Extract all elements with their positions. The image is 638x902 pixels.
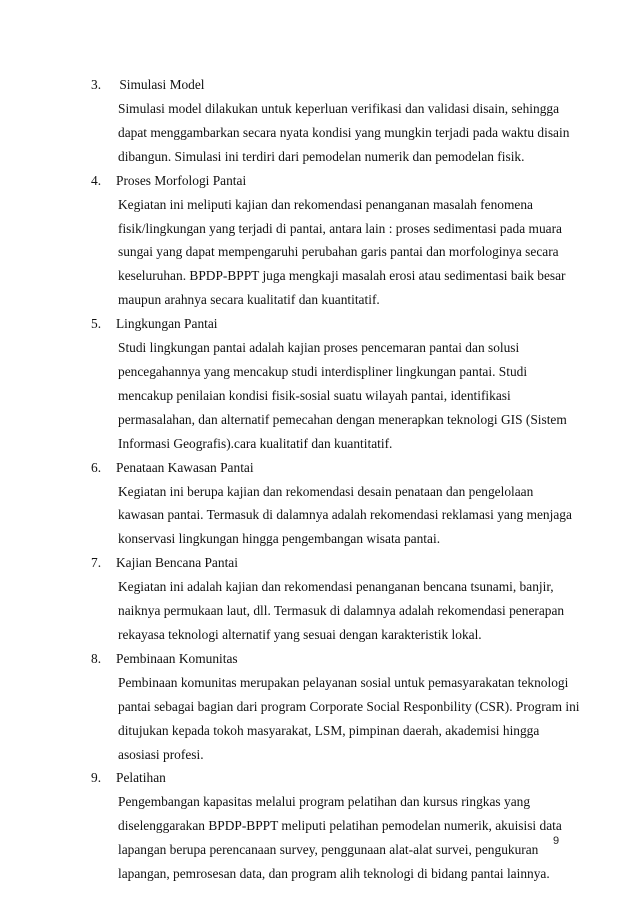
item-paragraph [118, 671, 580, 767]
item-heading [91, 647, 561, 671]
item-number: 5. [91, 316, 102, 332]
paragraph-line: asosiasi profesi. [118, 746, 204, 762]
paragraph-line: pencegahannya yang mencakup studi interdispliner lingkungan pantai. Studi [118, 364, 528, 380]
paragraph-line: dapat menggambarkan secara nyata kondisi yang mungkin terjadi pada waktu disain [118, 124, 570, 140]
item-paragraph [118, 97, 570, 169]
paragraph-line: diselenggarakan BPDP-BPPT meliputi pelatihan pemodelan numerik, akuisisi data [118, 818, 562, 834]
item-title: Pembinaan Komunitas [116, 650, 238, 666]
paragraph-line: Informasi Geografis).cara kualitatif dan kuantitatif. [118, 435, 393, 451]
paragraph-line: kawasan pantai. Termasuk di dalamnya adalah rekomendasi reklamasi yang menjaga [118, 507, 572, 523]
page-number: 9 [553, 835, 560, 847]
paragraph-line: Pengembangan kapasitas melalui program pelatihan dan kursus ringkas yang [118, 794, 531, 810]
paragraph-line: keseluruhan. BPDP-BPPT juga mengkaji masalah erosi atau sedimentasi baik besar [118, 268, 566, 284]
list-item-7 [91, 551, 565, 647]
item-paragraph [118, 193, 566, 312]
paragraph-line: rekayasa teknologi alternatif yang sesuai dengan karakteristik lokal. [118, 627, 482, 643]
item-number: 6. [91, 459, 102, 475]
item-heading [91, 73, 561, 97]
item-paragraph [118, 336, 567, 455]
item-heading [91, 551, 561, 575]
item-paragraph [118, 790, 561, 886]
paragraph-line: mencakup penilaian kondisi fisik-sosial suatu wilayah pantai, identifikasi [118, 387, 511, 403]
item-title: Pelatihan [116, 770, 166, 786]
list-item-3 [91, 73, 570, 169]
paragraph-line: Kegiatan ini berupa kajian dan rekomendasi desain penataan dan pengelolaan [118, 483, 534, 499]
paragraph-line: Kegiatan ini adalah kajian dan rekomendasi penanganan bencana tsunami, banjir, [118, 579, 554, 595]
item-title: Kajian Bencana Pantai [116, 555, 238, 571]
paragraph-line: permasalahan, dan alternatif pemecahan dengan menerapkan teknologi GIS (Sistem [118, 411, 567, 427]
paragraph-line: naiknya permukaan laut, dll. Termasuk di dalamnya adalah rekomendasi penerapan [118, 603, 565, 619]
item-title: Proses Morfologi Pantai [116, 172, 247, 188]
item-paragraph [118, 480, 572, 552]
paragraph-line: ditujukan kepada tokoh masyarakat, LSM, pimpinan daerah, akademisi hingga [118, 722, 540, 738]
paragraph-line: maupun arahnya secara kualitatif dan kuantitatif. [118, 292, 380, 308]
item-heading [91, 456, 561, 480]
paragraph-line: Kegiatan ini meliputi kajian dan rekomendasi penanganan masalah fenomena [118, 196, 533, 212]
paragraph-line: lapangan berupa perencanaan survey, penggunaan alat-alat survei, pengukuran [118, 842, 539, 858]
item-number: 4. [91, 172, 102, 188]
list-item-8 [91, 647, 580, 767]
paragraph-line: Simulasi model dilakukan untuk keperluan verifikasi dan validasi disain, sehingga [118, 101, 560, 116]
document-body [91, 73, 580, 886]
item-heading [91, 766, 561, 790]
item-number: 3. [91, 77, 102, 92]
paragraph-line: Studi lingkungan pantai adalah kajian proses pencemaran pantai dan solusi [118, 340, 520, 356]
item-title: Lingkungan Pantai [116, 316, 218, 332]
list-item-4 [91, 169, 566, 312]
item-heading [91, 312, 561, 336]
paragraph-line: fisik/lingkungan yang terjadi di pantai, antara lain : proses sedimentasi pada muara [118, 220, 562, 236]
item-title: Simulasi Model [116, 77, 205, 92]
paragraph-line: konservasi lingkungan hingga pengembangan wisata pantai. [118, 531, 441, 547]
list-item-5 [91, 312, 567, 455]
list-item-9 [91, 766, 561, 886]
paragraph-line: Pembinaan komunitas merupakan pelayanan sosial untuk pemasyarakatan teknologi [118, 674, 569, 690]
list-item-6 [91, 456, 572, 552]
item-paragraph [118, 575, 565, 647]
paragraph-line: pantai sebagai bagian dari program Corporate Social Responbility (CSR). Program ini [118, 698, 580, 714]
paragraph-line: sungai yang dapat mempengaruhi perubahan garis pantai dan morfologinya secara [118, 244, 559, 260]
paragraph-line: lapangan, pemrosesan data, dan program alih teknologi di bidang pantai lainnya. [118, 866, 550, 882]
item-number: 7. [91, 555, 102, 571]
item-heading [91, 169, 561, 193]
paragraph-line: dibangun. Simulasi ini terdiri dari pemodelan numerik dan pemodelan fisik. [118, 148, 525, 164]
item-number: 8. [91, 650, 102, 666]
item-title: Penataan Kawasan Pantai [116, 459, 254, 475]
item-number: 9. [91, 770, 102, 786]
